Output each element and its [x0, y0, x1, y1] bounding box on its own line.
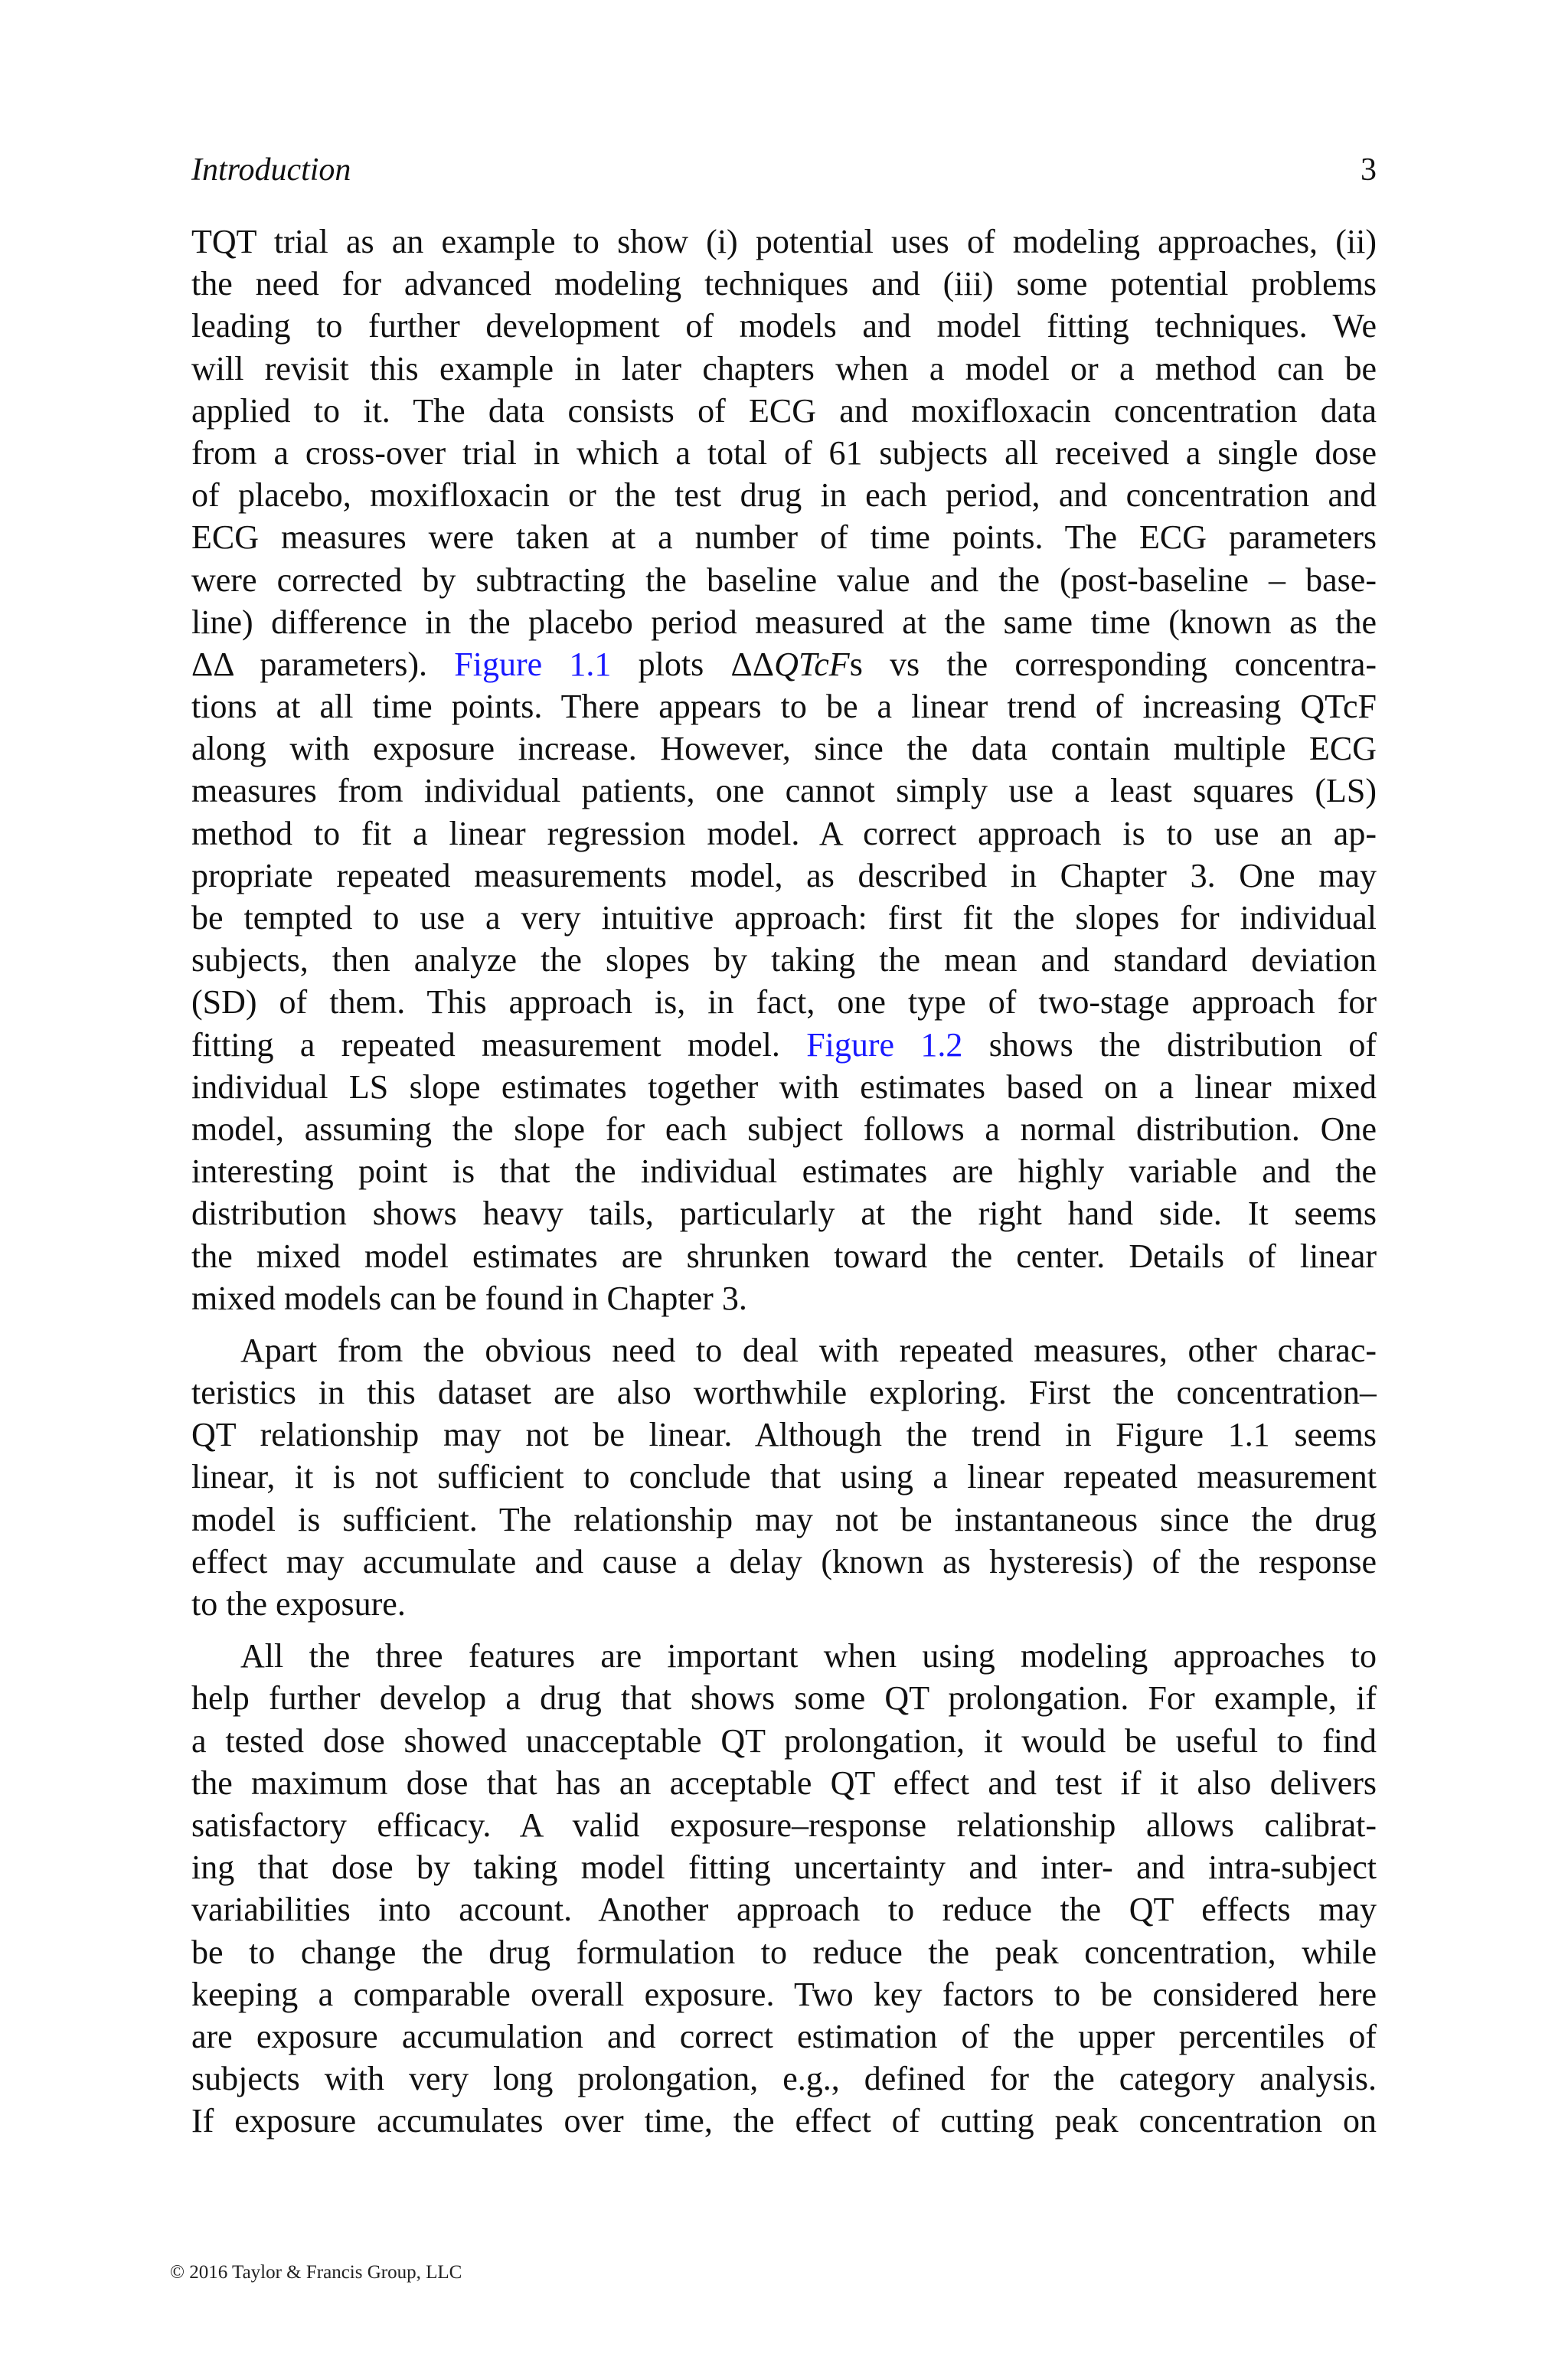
text-line: a tested dose showed unacceptable QT prolongation, it would be useful to find [191, 1721, 1377, 1760]
text-line: tions at all time points. There appears to be a linear trend of increasing QTcF [191, 688, 1377, 726]
text-line: of placebo, moxifloxacin or the test drug in each period, and concentration and [191, 476, 1377, 515]
text-line: ing that dose by taking model fitting uncertainty and inter- and intra-subject [191, 1849, 1377, 1887]
text-line: from a cross-over trial in which a total of 61 subjects all received a single dose [191, 433, 1377, 472]
text-line: model, assuming the slope for each subject follows a normal distribution. One [191, 1110, 1377, 1148]
text-line [191, 643, 1377, 685]
figure-1-2-link[interactable]: Figure 1.2 [806, 1025, 963, 1064]
text-line: subjects with very long prolongation, e.g., defined for the category analysis. [191, 2060, 1377, 2098]
running-title: Introduction [191, 152, 351, 188]
paragraph-1 [191, 221, 1377, 1319]
text-line: the mixed model estimates are shrunken toward the center. Details of linear [191, 1237, 1377, 1275]
figure-1-1-link[interactable]: Figure 1.1 [454, 645, 612, 683]
text-segment: ΔΔ parameters). [191, 645, 455, 683]
text-segment: plots ΔΔ [611, 645, 775, 683]
running-head [191, 147, 1377, 193]
text-line: teristics in this dataset are also worthwhile exploring. First the concentration– [191, 1374, 1377, 1412]
text-line: subjects, then analyze the slopes by taking the mean and standard deviation [191, 941, 1377, 979]
text-line: linear, it is not sufficient to conclude that using a linear repeated measurement [191, 1458, 1377, 1496]
text-segment: shows the distribution of [962, 1025, 1377, 1064]
copyright-notice: © 2016 Taylor & Francis Group, LLC [170, 2262, 462, 2283]
text-line: along with exposure increase. However, since the data contain multiple ECG [191, 730, 1377, 768]
text-line [191, 1024, 1377, 1066]
text-line: If exposure accumulates over time, the effect of cutting peak concentration on [191, 2102, 1377, 2140]
text-line: the maximum dose that has an acceptable QT effect and test if it also delivers [191, 1764, 1377, 1802]
text-line: Apart from the obvious need to deal with repeated measures, other charac- [240, 1331, 1377, 1369]
text-segment: s vs the corresponding concentra- [849, 645, 1377, 683]
text-line: method to fit a linear regression model. A correct approach is to use an ap- [191, 814, 1377, 852]
text-line: model is sufficient. The relationship may not be instantaneous since the drug [191, 1500, 1377, 1538]
text-line: keeping a comparable overall exposure. Two key factors to be considered here [191, 1975, 1377, 2013]
text-line: distribution shows heavy tails, particularly at the right hand side. It seems [191, 1195, 1377, 1233]
text-line: mixed models can be found in Chapter 3. [191, 1279, 747, 1317]
text-line: line) difference in the placebo period measured at the same time (known as the [191, 603, 1377, 641]
text-line: ECG measures were taken at a number of time points. The ECG parameters [191, 518, 1377, 557]
math-qtcf: QTcF [774, 645, 850, 683]
text-line: measures from individual patients, one cannot simply use a least squares (LS) [191, 772, 1377, 810]
body-text [191, 221, 1377, 2142]
text-line: applied to it. The data consists of ECG and moxifloxacin concentration data [191, 391, 1377, 430]
text-line: were corrected by subtracting the baseline value and the (post-baseline – base- [191, 561, 1377, 599]
text-line: TQT trial as an example to show (i) potential uses of modeling approaches, (ii) [191, 223, 1377, 260]
text-line: propriate repeated measurements model, as described in Chapter 3. One may [191, 856, 1377, 894]
text-line: the need for advanced modeling techniques and (iii) some potential problems [191, 265, 1377, 303]
text-line: interesting point is that the individual estimates are highly variable and the [191, 1152, 1377, 1191]
text-line: (SD) of them. This approach is, in fact, one type of two-stage approach for [191, 983, 1377, 1022]
text-line: All the three features are important when using modeling approaches to [240, 1637, 1377, 1675]
text-line: variabilities into account. Another approach to reduce the QT effects may [191, 1891, 1377, 1929]
text-line: effect may accumulate and cause a delay (known as hysteresis) of the response [191, 1542, 1377, 1581]
page-number: 3 [1361, 152, 1377, 188]
paragraph-3 [191, 1635, 1377, 2142]
text-line: will revisit this example in later chapters when a model or a method can be [191, 349, 1377, 387]
text-line: QT relationship may not be linear. Although the trend in Figure 1.1 seems [191, 1416, 1377, 1454]
text-line: be to change the drug formulation to reduce the peak concentration, while [191, 1933, 1377, 1971]
text-line: individual LS slope estimates together with estimates based on a linear mixed [191, 1067, 1377, 1106]
text-line: leading to further development of models and model fitting techniques. We [191, 307, 1377, 345]
paragraph-2 [191, 1329, 1377, 1625]
text-line: are exposure accumulation and correct estimation of the upper percentiles of [191, 2017, 1377, 2055]
text-line: satisfactory efficacy. A valid exposure–response relationship allows calibrat- [191, 1806, 1377, 1844]
text-line: to the exposure. [191, 1585, 406, 1623]
text-segment: fitting a repeated measurement model. [191, 1025, 807, 1064]
text-line: help further develop a drug that shows some QT prolongation. For example, if [191, 1679, 1377, 1718]
text-line: be tempted to use a very intuitive approach: first fit the slopes for individual [191, 899, 1377, 937]
